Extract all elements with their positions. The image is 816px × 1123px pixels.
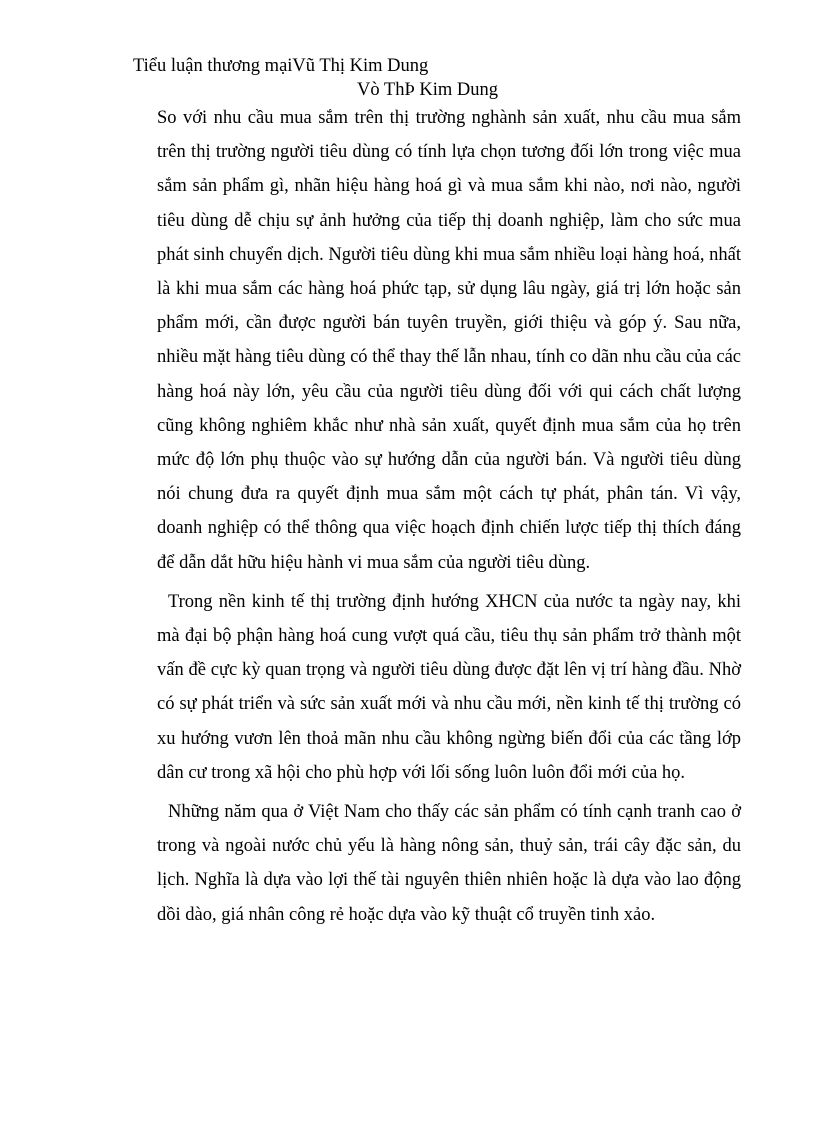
paragraph-market-economy: Trong nền kinh tế thị trường định hướng XHCN của nước ta ngày nay, khi mà đại bộ phận hàng hoá cung vượt quá cầu, tiêu thụ sản phẩm trở thành một vấn đề cực kỳ quan trọng và người tiêu dùng được đặt lên vị trí hàng đầu. Nhờ có sự phát triển và sức sản xuất mới và nhu cầu mới, nền kinh tế thị trường có xu hướng vươn lên thoả mãn nhu cầu không ngừng biến đổi của các tầng lớp dân cư trong xã hội cho phù hợp với lối sống luôn luôn đổi mới của họ. [157, 591, 741, 783]
document-body [157, 101, 741, 932]
running-header-title: Tiểu luận thương mạiVũ Thị Kim Dung [133, 56, 429, 76]
paragraph-consumer-market: So với nhu cầu mua sắm trên thị trường nghành sản xuất, nhu cầu mua sắm trên thị trường người tiêu dùng có tính lựa chọn tương đối lớn trong việc mua sắm sản phẩm gì, nhãn hiệu hàng hoá gì và mua sắm khi nào, nơi nào, người tiêu dùng dễ chịu sự ảnh hưởng của tiếp thị doanh nghiệp, làm cho sức mua phát sinh chuyển dịch. Người tiêu dùng khi mua sắm nhiều loại hàng hoá, nhất là khi mua sắm các hàng hoá phức tạp, sử dụng lâu ngày, giá trị lớn hoặc sản phẩm mới, cần được người bán tuyên truyền, giới thiệu và góp ý. Sau nữa, nhiều mặt hàng tiêu dùng có thể thay thế lẫn nhau, tính co dãn nhu cầu của các hàng hoá này lớn, yêu cầu của người tiêu dùng đối với qui cách chất lượng cũng không nghiêm khắc như nhà sản xuất, quyết định mua sắm của họ trên mức độ lớn phụ thuộc vào sự hướng dẫn của người bán. Và người tiêu dùng nói chung đưa ra quyết định mua sắm một cách tự phát, phân tán. Vì vậy, doanh nghiệp có thể thông qua việc hoạch định chiến lược tiếp thị thích đáng để dẫn dắt hữu hiệu hành vi mua sắm của người tiêu dùng. [157, 108, 741, 573]
running-header-author: Vò ThÞ Kim Dung [357, 80, 498, 100]
paragraph-vietnam-products: Những năm qua ở Việt Nam cho thấy các sản phẩm có tính cạnh tranh cao ở trong và ngoài nước chủ yếu là hàng nông sản, thuỷ sản, trái cây đặc sản, du lịch. Nghĩa là dựa vào lợi thế tài nguyên thiên nhiên hoặc là dựa vào lao động dồi dào, giá nhân công rẻ hoặc dựa vào kỹ thuật cổ truyền tinh xảo. [157, 802, 741, 925]
